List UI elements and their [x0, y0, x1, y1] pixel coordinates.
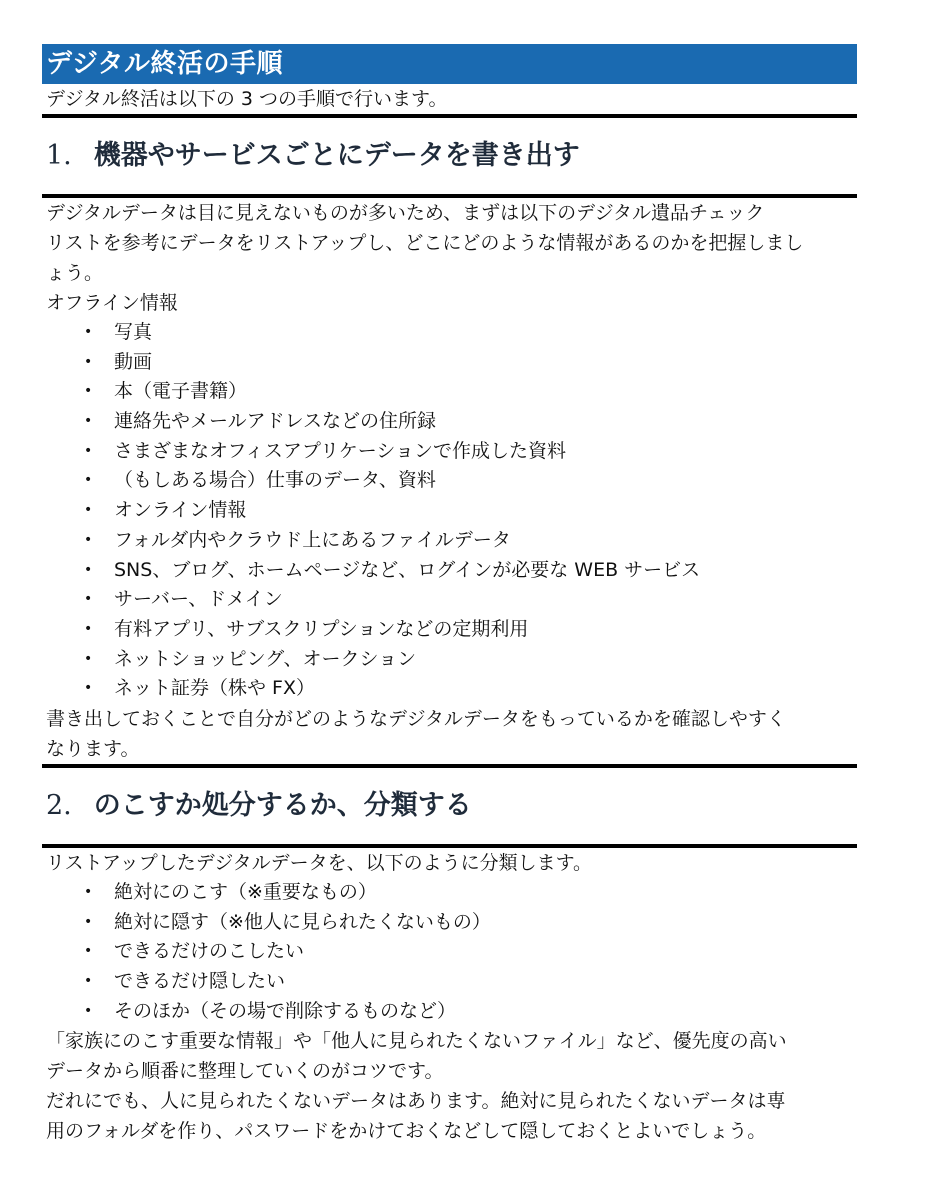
paragraph-line: だれにでも、人に見られたくないデータはあります。絶対に見られたくないデータは専 [46, 1090, 786, 1113]
bullet-icon: • [84, 650, 93, 667]
bullet-icon: • [84, 943, 93, 960]
list-item: • 絶対に隠す（※他人に見られたくないもの） [42, 908, 857, 938]
section-1-closing [42, 704, 857, 764]
bullet-icon: • [84, 913, 93, 930]
offline-info-label: オフライン情報 [46, 292, 178, 314]
bullet-icon: • [84, 502, 93, 519]
list-item: • ネット証券（株や FX） [42, 674, 857, 704]
section-2-list [42, 878, 857, 1026]
section-2-number: 2. [46, 789, 72, 821]
bullet-icon: • [84, 324, 93, 340]
section-1-heading [42, 118, 857, 194]
bullet-icon: • [84, 1002, 93, 1019]
list-item: • SNS、ブログ、ホームページなど、ログインが必要な WEB サービス [42, 556, 857, 586]
paragraph-line: データから順番に整理していくのがコツです。 [46, 1060, 444, 1083]
bullet-icon: • [84, 680, 93, 697]
document-title: デジタル終活の手順 [42, 44, 857, 84]
paragraph-line: ょう。 [46, 262, 104, 284]
bullet-icon: • [84, 442, 93, 459]
list-item: • さまざまなオフィスアプリケーションで作成した資料 [42, 437, 857, 467]
paragraph-line: 「家族にのこす重要な情報」や「他人に見られたくないファイル」など、優先度の高い [46, 1030, 787, 1053]
list-item: • 有料アプリ、サブスクリプションなどの定期利用 [42, 615, 857, 645]
bullet-icon: • [84, 383, 93, 400]
bullet-icon: • [84, 591, 93, 608]
list-item: • サーバー、ドメイン [42, 585, 857, 615]
paragraph-line: 用のフォルダを作り、パスワードをかけておくなどして隠しておくとよいでしょう。 [46, 1120, 767, 1143]
list-item: • 写真 [42, 318, 857, 348]
section-2-title: のこすか処分するか、分類する [93, 789, 472, 821]
section-1-paragraph [42, 198, 857, 318]
bullet-icon: • [84, 561, 93, 578]
list-item: • （もしある場合）仕事のデータ、資料 [42, 466, 857, 496]
paragraph-line: デジタルデータは目に見えないものが多いため、まずは以下のデジタル遺品チェック [46, 202, 765, 224]
paragraph-line: 書き出しておくことで自分がどのようなデジタルデータをもっているかを確認しやすく [46, 707, 786, 730]
list-item: • ネットショッピング、オークション [42, 645, 857, 675]
list-item: • できるだけのこしたい [42, 937, 857, 967]
intro-text: デジタル終活は以下の 3 つの手順で行います。 [46, 88, 448, 110]
section-1-list [42, 318, 857, 704]
bullet-icon: • [84, 472, 93, 489]
list-item: • 絶対にのこす（※重要なもの） [42, 878, 857, 908]
document-page [42, 44, 857, 1146]
list-item: • オンライン情報 [42, 496, 857, 526]
paragraph-line: なります。 [46, 737, 140, 760]
paragraph-line: リストを参考にデータをリストアップし、どこにどのような情報があるのかを把握しまし [46, 232, 804, 254]
list-item: • 連絡先やメールアドレスなどの住所録 [42, 407, 857, 437]
bullet-icon: • [84, 353, 93, 370]
section-2-paragraph [42, 848, 857, 878]
section-1-title: 機器やサービスごとにデータを書き出す [93, 140, 580, 171]
paragraph-line: リストアップしたデジタルデータを、以下のように分類します。 [46, 851, 593, 874]
list-item: • 本（電子書籍） [42, 377, 857, 407]
list-item: • 動画 [42, 348, 857, 378]
section-1-number: 1. [46, 140, 72, 171]
bullet-icon: • [84, 883, 93, 900]
list-item: • できるだけ隠したい [42, 967, 857, 997]
bullet-icon: • [84, 973, 93, 989]
section-2-closing [42, 1026, 857, 1146]
section-2-heading [42, 768, 857, 844]
list-item: • フォルダ内やクラウド上にあるファイルデータ [42, 526, 857, 556]
list-item: • そのほか（その場で削除するものなど） [42, 997, 857, 1027]
bullet-icon: • [84, 620, 93, 637]
bullet-icon: • [84, 413, 93, 430]
bullet-icon: • [84, 531, 93, 548]
